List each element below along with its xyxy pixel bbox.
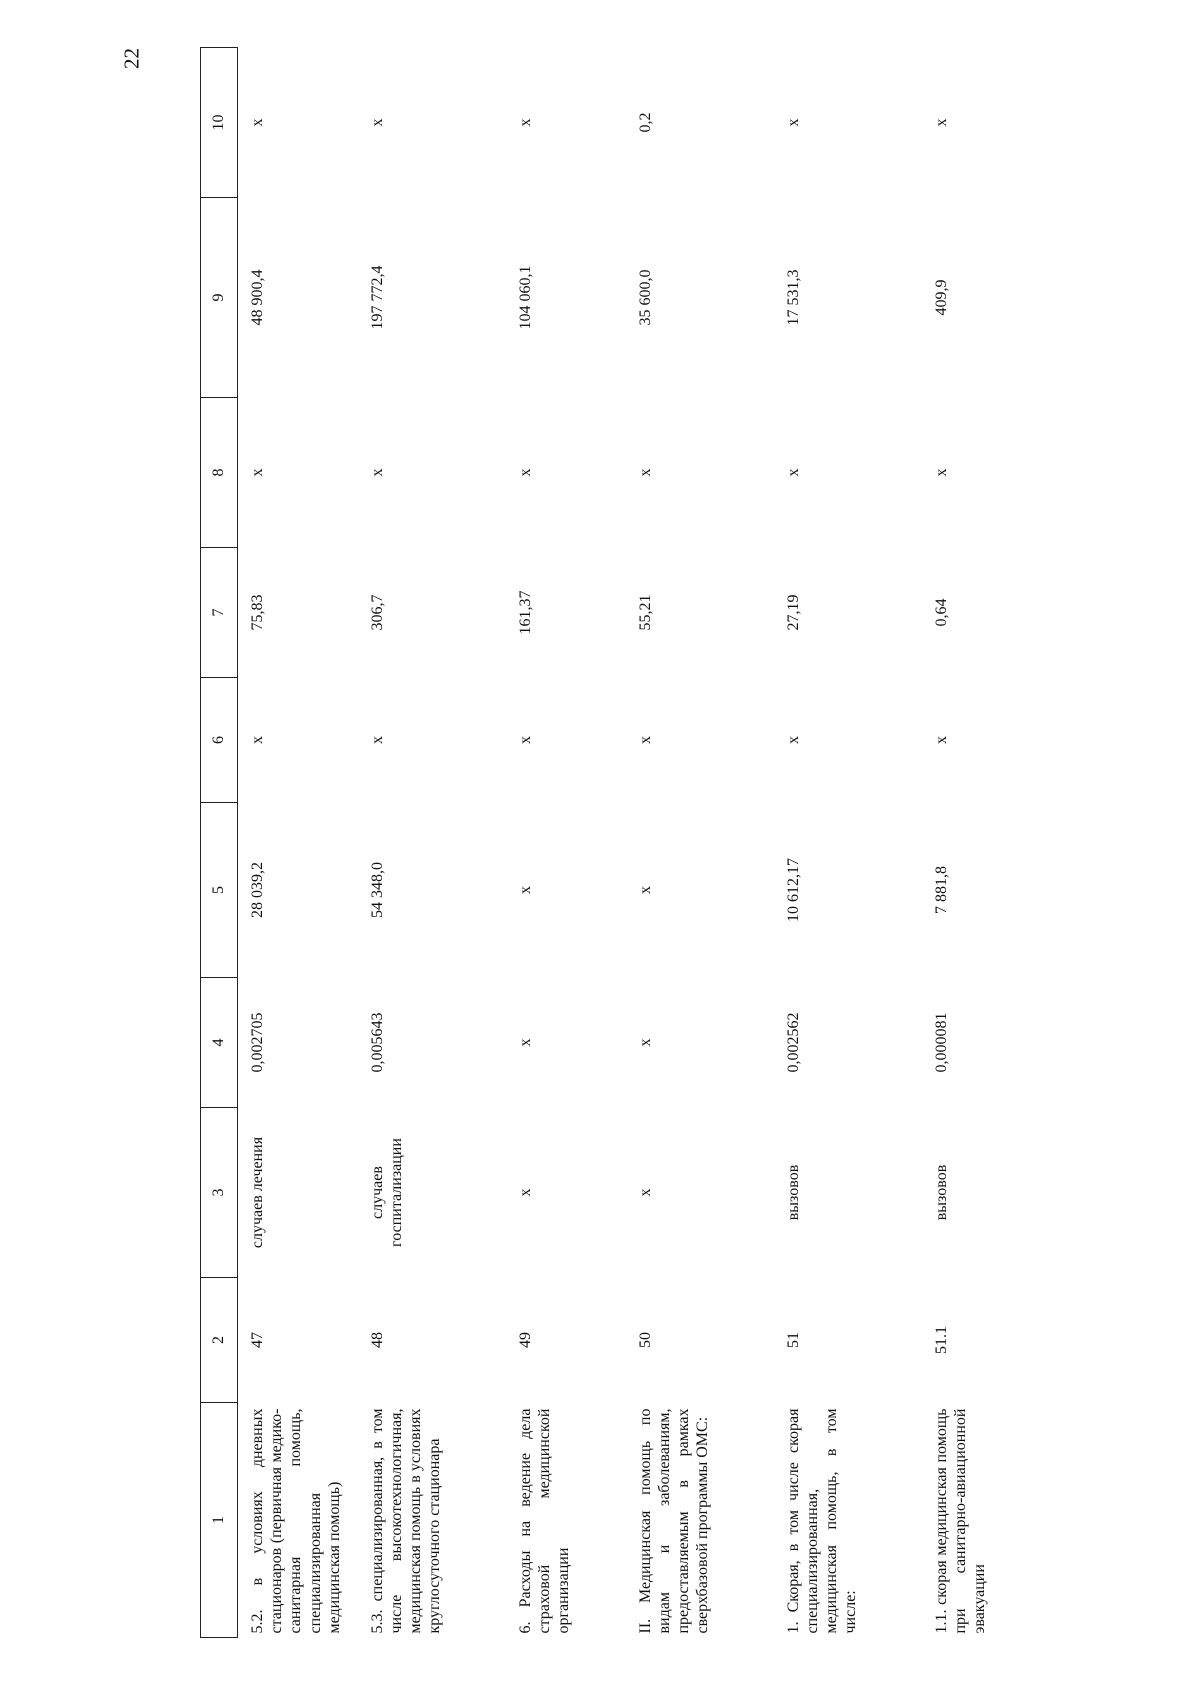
- value-cell: х: [368, 118, 386, 127]
- value-cell: х: [249, 736, 266, 744]
- value-cell: 409,9: [932, 279, 950, 316]
- row-code: 47: [249, 1332, 266, 1348]
- column-header: 1: [201, 1403, 238, 1638]
- value-cell: 161,37: [516, 590, 534, 635]
- value-cell: х: [249, 468, 266, 477]
- row-name: 6. Расходы на ведение дела страховой медицинской организации: [516, 1408, 572, 1634]
- row-name: 1.1. скорая медицинская помощь при санитарно-авиационной эвакуации: [932, 1408, 988, 1634]
- value-cell: х: [932, 468, 950, 477]
- data-table: [200, 47, 1042, 1638]
- value-cell: х: [932, 118, 950, 127]
- value-cell: 0,2: [636, 112, 654, 133]
- row-code: 50: [636, 1332, 654, 1348]
- table-row: [922, 48, 1042, 1638]
- column-header: 5: [201, 803, 238, 978]
- value-cell: х: [636, 468, 654, 477]
- table-row: [774, 48, 922, 1638]
- value-cell: х: [636, 886, 654, 894]
- value-cell: 197 772,4: [368, 265, 386, 330]
- value-cell: х: [932, 736, 950, 744]
- value-cell: х: [636, 736, 654, 744]
- unit-cell: х: [516, 1188, 534, 1197]
- unit-cell: случаев лечения: [249, 1136, 266, 1249]
- table-row: [506, 48, 626, 1638]
- value-cell: 306,7: [368, 594, 386, 631]
- header-row: [201, 48, 238, 1638]
- column-header: 2: [201, 1278, 238, 1403]
- value-cell: 28 039,2: [249, 862, 266, 918]
- table-row: [626, 48, 774, 1638]
- column-header: 4: [201, 978, 238, 1108]
- value-cell: х: [516, 1038, 534, 1047]
- value-cell: 104 060,1: [516, 265, 534, 330]
- value-cell: 0,005643: [368, 1012, 386, 1073]
- row-code: 51.1: [932, 1326, 950, 1354]
- unit-cell: случаев госпитализации: [368, 1138, 405, 1247]
- value-cell: 10 612,17: [784, 858, 802, 922]
- column-header: 8: [201, 398, 238, 548]
- value-cell: 0,000081: [932, 1012, 950, 1073]
- value-cell: х: [784, 118, 802, 127]
- value-cell: 55,21: [636, 594, 654, 631]
- value-cell: х: [516, 736, 534, 744]
- row-name: 5.3. специализированная, в том числе высокотехнологичная, медицинская помощь в условиях круглосуточного стационара: [368, 1408, 444, 1634]
- value-cell: 75,83: [249, 594, 266, 631]
- value-cell: 7 881,8: [932, 866, 950, 914]
- unit-cell: вызовов: [932, 1164, 950, 1221]
- table-row: [358, 48, 506, 1638]
- column-header: 6: [201, 678, 238, 803]
- value-cell: 0,64: [932, 598, 950, 627]
- row-name: 5.2. в условиях дневных стационаров (первичная медико-санитарная помощь, специализированная медицинская помощь): [249, 1408, 343, 1634]
- value-cell: х: [368, 736, 386, 744]
- table-container: [200, 48, 988, 1638]
- row-code: 48: [368, 1332, 386, 1348]
- value-cell: 35 600,0: [636, 269, 654, 326]
- column-header: 7: [201, 548, 238, 678]
- row-code: 51: [784, 1332, 802, 1348]
- page-number: 22: [119, 48, 144, 69]
- unit-cell: х: [636, 1188, 654, 1197]
- value-cell: 0,002705: [249, 1012, 266, 1073]
- column-header: 10: [201, 48, 238, 198]
- value-cell: 48 900,4: [249, 269, 266, 326]
- value-cell: х: [784, 468, 802, 477]
- value-cell: 0,002562: [784, 1012, 802, 1073]
- unit-cell: вызовов: [784, 1164, 802, 1221]
- value-cell: х: [784, 736, 802, 744]
- value-cell: 27,19: [784, 594, 802, 631]
- row-code: 49: [516, 1332, 534, 1348]
- value-cell: х: [516, 468, 534, 477]
- value-cell: х: [516, 118, 534, 127]
- table-row: [238, 48, 358, 1638]
- value-cell: х: [516, 886, 534, 894]
- value-cell: 54 348,0: [368, 862, 386, 918]
- value-cell: х: [249, 118, 266, 127]
- value-cell: 17 531,3: [784, 269, 802, 326]
- row-name: II. Медицинская помощь по видам и заболеваниям, предоставляемым в рамках сверхбазовой программы ОМС:: [636, 1408, 712, 1634]
- value-cell: х: [368, 468, 386, 477]
- row-name: 1. Скорая, в том числе скорая специализированная, медицинская помощь, в том числе:: [784, 1408, 860, 1634]
- value-cell: х: [636, 1038, 654, 1047]
- column-header: 3: [201, 1108, 238, 1278]
- column-header: 9: [201, 198, 238, 398]
